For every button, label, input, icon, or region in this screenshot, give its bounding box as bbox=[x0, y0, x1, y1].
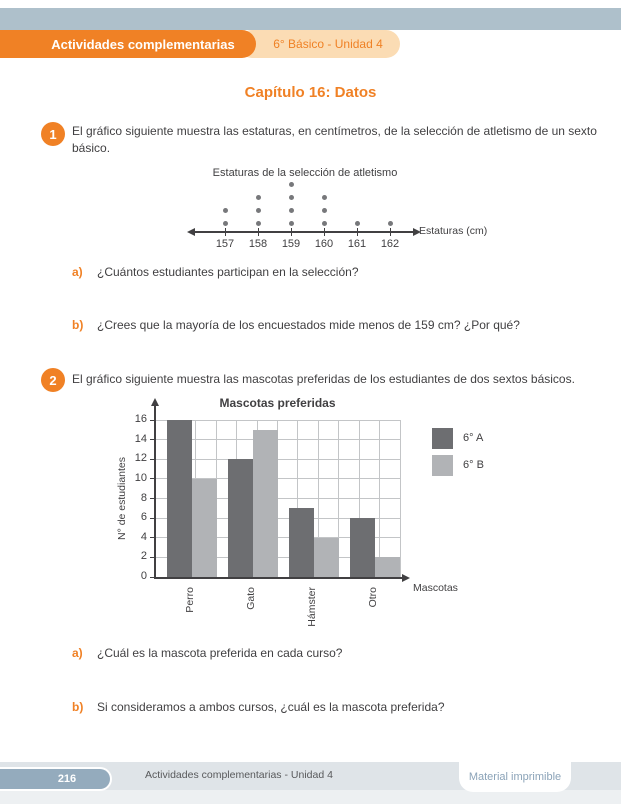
x-tick-label: 159 bbox=[281, 238, 301, 250]
question-2-part-b bbox=[72, 700, 445, 714]
axis-tick bbox=[291, 228, 292, 236]
axis-arrow-right-icon bbox=[413, 228, 421, 236]
x-tick-label: 158 bbox=[248, 238, 268, 250]
part-label: b) bbox=[72, 700, 84, 714]
dot bbox=[289, 221, 294, 226]
dotplot-xaxis-label: Estaturas (cm) bbox=[419, 225, 488, 237]
x-axis-line bbox=[154, 577, 403, 579]
x-category-label: Hámster bbox=[306, 587, 319, 627]
dot bbox=[388, 221, 393, 226]
x-tick-label: 162 bbox=[380, 238, 400, 250]
dot bbox=[256, 221, 261, 226]
part-text: Si consideramos a ambos cursos, ¿cuál es la mascota preferida? bbox=[97, 700, 445, 714]
dotplot-title: Estaturas de la selección de atletismo bbox=[212, 167, 398, 179]
y-tick-label: 6 bbox=[140, 511, 147, 524]
header-tab-secondary bbox=[238, 30, 400, 58]
x-axis-line bbox=[195, 231, 413, 233]
y-tick-label: 0 bbox=[140, 570, 147, 582]
bar-6b-gato bbox=[253, 430, 278, 577]
header-tab-secondary-label: 6° Básico - Unidad 4 bbox=[273, 37, 383, 51]
bar-chart-x-axis-label: Mascotas bbox=[413, 582, 458, 594]
part-text: ¿Cuál es la mascota preferida en cada curso? bbox=[97, 646, 343, 660]
dot bbox=[322, 208, 327, 213]
legend-swatch bbox=[432, 455, 453, 476]
y-tick-label: 2 bbox=[140, 550, 147, 563]
dotplot-chart bbox=[170, 167, 500, 262]
bar-6a-gato bbox=[228, 459, 253, 577]
dot bbox=[256, 195, 261, 200]
x-category-label: Gato bbox=[244, 587, 257, 610]
question-1-part-a bbox=[72, 265, 359, 279]
dot bbox=[223, 221, 228, 226]
question-2-text: El gráfico siguiente muestra las mascotas preferidas de los estudiantes de dos sextos básicos. bbox=[72, 372, 575, 386]
axis-tick bbox=[357, 228, 358, 236]
header-tab-primary bbox=[0, 30, 256, 58]
material-imprimible-badge: Material imprimible bbox=[459, 762, 571, 792]
grid-line-v bbox=[379, 420, 380, 577]
y-tick-label: 14 bbox=[134, 432, 147, 445]
legend-swatch bbox=[432, 428, 453, 449]
part-label: b) bbox=[72, 318, 84, 332]
x-tick-label: 161 bbox=[347, 238, 367, 250]
y-tick-label: 16 bbox=[134, 413, 147, 425]
y-tick-label: 8 bbox=[140, 491, 147, 504]
page-title: Capítulo 16: Datos bbox=[244, 84, 377, 101]
bar-chart bbox=[110, 393, 590, 627]
x-category-label: Otro bbox=[367, 587, 380, 608]
dot bbox=[223, 208, 228, 213]
bar-6b-otro bbox=[375, 557, 400, 577]
y-tick-label: 10 bbox=[134, 471, 147, 484]
footer-label: Actividades complementarias - Unidad 4 bbox=[145, 769, 333, 781]
question-2-part-a bbox=[72, 646, 342, 660]
axis-tick bbox=[324, 228, 325, 236]
footer-strip bbox=[0, 790, 621, 804]
axis-arrow-left-icon bbox=[187, 228, 195, 236]
top-bar bbox=[0, 8, 621, 30]
dot bbox=[256, 208, 261, 213]
part-label: a) bbox=[72, 265, 83, 279]
dot bbox=[322, 195, 327, 200]
header-tab-primary-label: Actividades complementarias bbox=[51, 36, 235, 52]
y-tick-label: 4 bbox=[140, 530, 147, 543]
footer-page-badge: 216 bbox=[0, 767, 112, 791]
bar-6a-perro bbox=[167, 420, 192, 577]
part-text: ¿Crees que la mayoría de los encuestados mide menos de 159 cm? ¿Por qué? bbox=[97, 318, 520, 332]
dot bbox=[322, 221, 327, 226]
y-tick-label: 12 bbox=[134, 452, 147, 465]
x-tick-label: 157 bbox=[215, 238, 235, 250]
x-tick-label: 160 bbox=[314, 238, 334, 250]
dot bbox=[289, 195, 294, 200]
part-label: a) bbox=[72, 646, 83, 660]
axis-tick bbox=[390, 228, 391, 236]
bar-6a-hámster bbox=[289, 508, 314, 577]
question-1-part-b bbox=[72, 318, 520, 332]
dot bbox=[355, 221, 360, 226]
bar-chart-y-axis-label: N° de estudiantes bbox=[116, 457, 128, 541]
bar-chart-title: Mascotas preferidas bbox=[219, 396, 336, 410]
y-axis-line bbox=[154, 406, 156, 578]
bar-6b-perro bbox=[192, 479, 217, 577]
bar-6a-otro bbox=[350, 518, 375, 577]
grid-line-v bbox=[400, 420, 401, 577]
dot bbox=[289, 208, 294, 213]
legend-label: 6° A bbox=[463, 432, 484, 444]
x-axis-arrow-icon bbox=[402, 574, 410, 582]
axis-tick bbox=[225, 228, 226, 236]
bar-6b-hámster bbox=[314, 538, 339, 577]
x-category-label: Perro bbox=[183, 587, 196, 613]
legend-label: 6° B bbox=[463, 459, 484, 471]
axis-tick bbox=[258, 228, 259, 236]
question-2-badge: 2 bbox=[41, 368, 65, 392]
question-1-text: El gráfico siguiente muestra las estaturas, en centímetros, de la selección de atletismo de un sexto básico. bbox=[72, 124, 597, 155]
dot bbox=[289, 182, 294, 187]
question-1-badge: 1 bbox=[41, 122, 65, 146]
y-axis-arrow-icon bbox=[151, 398, 159, 406]
part-text: ¿Cuántos estudiantes participan en la selección? bbox=[97, 265, 359, 279]
